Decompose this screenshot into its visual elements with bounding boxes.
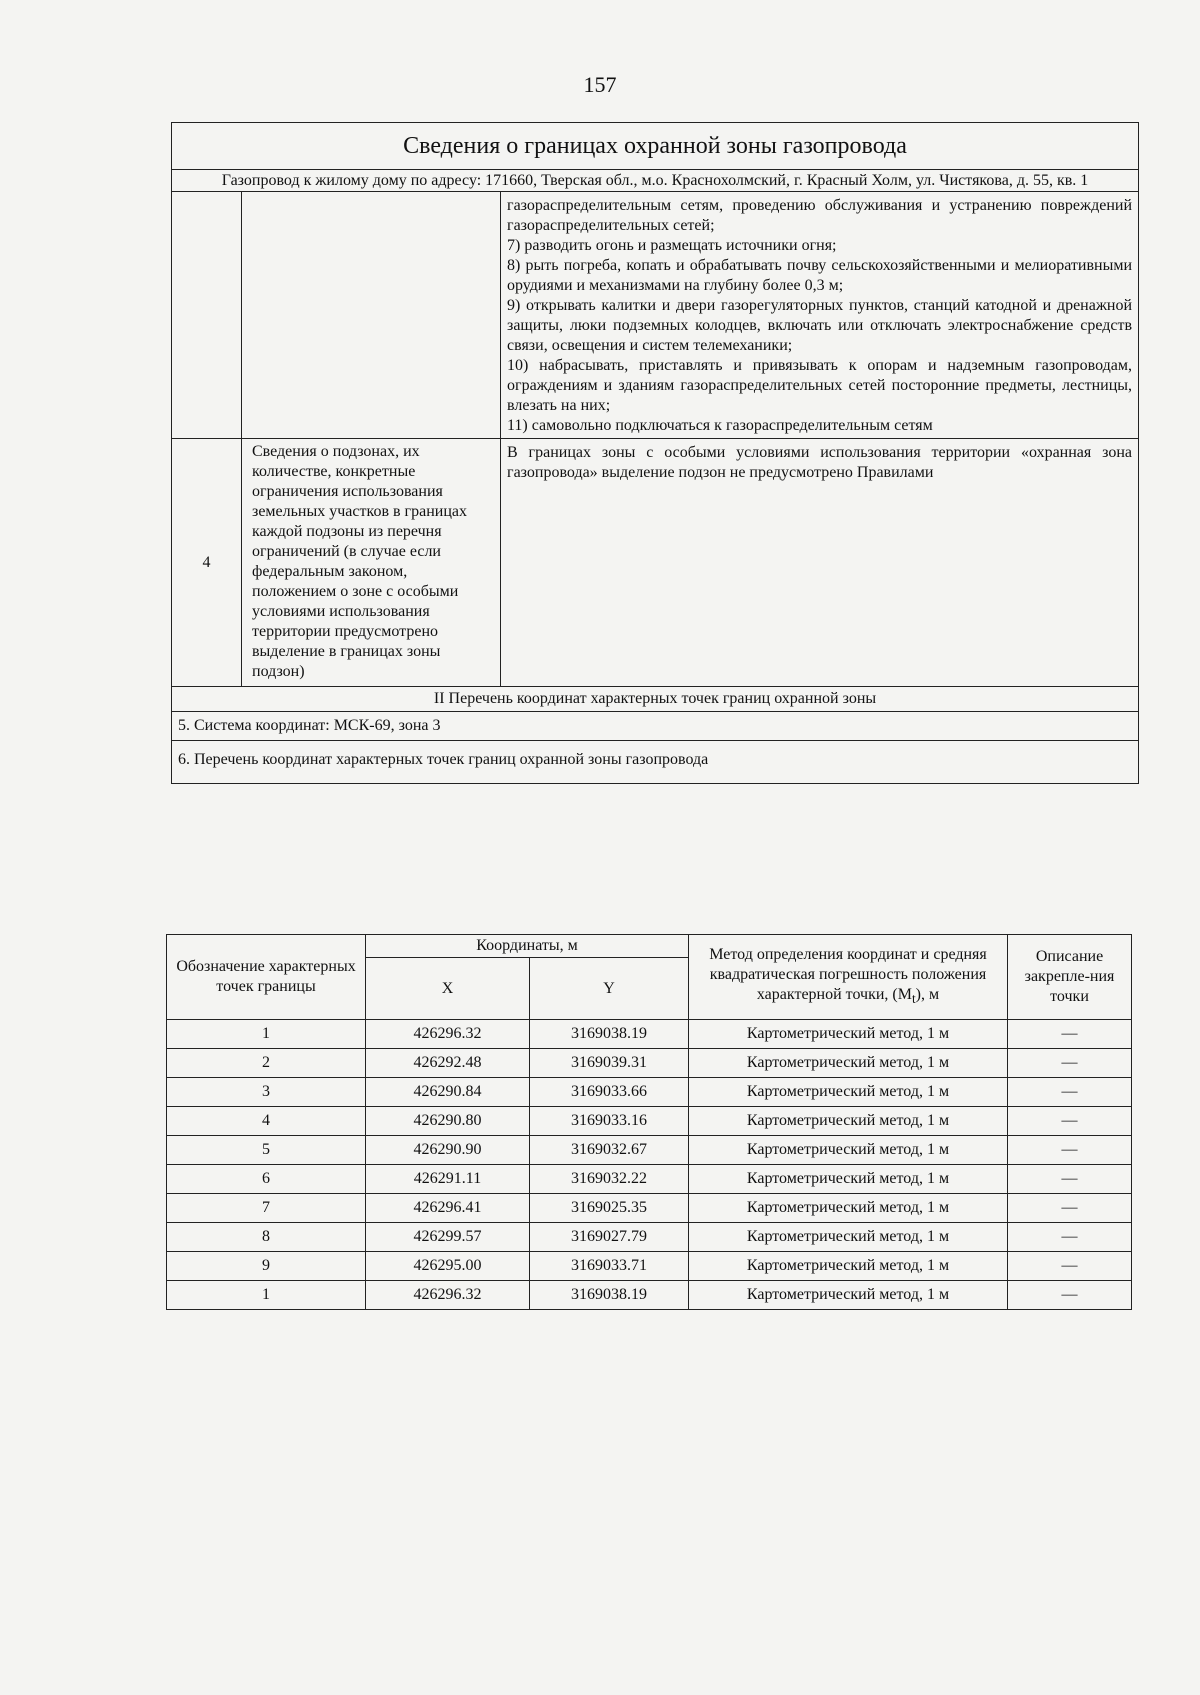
description-header: Описание закрепле-ния точки — [1008, 935, 1132, 1020]
point-x: 426299.57 — [366, 1223, 530, 1252]
point-x: 426296.41 — [366, 1194, 530, 1223]
point-y: 3169032.67 — [530, 1136, 689, 1165]
point-number: 1 — [167, 1020, 366, 1049]
point-x: 426292.48 — [366, 1049, 530, 1078]
table-row — [167, 1281, 1132, 1310]
point-x: 426296.32 — [366, 1020, 530, 1049]
restrictions-row — [172, 192, 1139, 439]
characteristic-points-table — [166, 934, 1132, 1310]
point-number: 7 — [167, 1194, 366, 1223]
point-y: 3169032.22 — [530, 1165, 689, 1194]
page-number: 157 — [583, 72, 617, 97]
point-method: Картометрический метод, 1 м — [689, 1223, 1008, 1252]
point-number: 5 — [167, 1136, 366, 1165]
point-x: 426290.90 — [366, 1136, 530, 1165]
restriction-item: 9) открывать калитки и двери газорегуляторных пунктов, станций катодной и дренажной защиты, люки подземных колодцев, включать или отключать электроснабжение средств связи, освещения и систем телемеханики; — [507, 297, 1133, 354]
point-number: 9 — [167, 1252, 366, 1281]
point-method: Картометрический метод, 1 м — [689, 1020, 1008, 1049]
point-method: Картометрический метод, 1 м — [689, 1078, 1008, 1107]
point-description: — — [1008, 1078, 1132, 1107]
point-description: — — [1008, 1194, 1132, 1223]
x-header: X — [366, 958, 530, 1020]
point-y: 3169033.16 — [530, 1107, 689, 1136]
table-row — [167, 1107, 1132, 1136]
point-method: Картометрический метод, 1 м — [689, 1107, 1008, 1136]
point-x: 426291.11 — [366, 1165, 530, 1194]
point-description: — — [1008, 1020, 1132, 1049]
point-description: — — [1008, 1281, 1132, 1310]
subzones-row — [172, 439, 1139, 687]
table-row — [167, 1165, 1132, 1194]
table-row — [167, 1194, 1132, 1223]
document-title: Сведения о границах охранной зоны газопровода — [172, 123, 1139, 170]
point-description: — — [1008, 1165, 1132, 1194]
point-method: Картометрический метод, 1 м — [689, 1136, 1008, 1165]
point-y: 3169038.19 — [530, 1020, 689, 1049]
points-list-title: 6. Перечень координат характерных точек границ охранной зоны газопровода — [172, 741, 1139, 784]
point-method: Картометрический метод, 1 м — [689, 1194, 1008, 1223]
point-method: Картометрический метод, 1 м — [689, 1252, 1008, 1281]
point-x: 426296.32 — [366, 1281, 530, 1310]
method-header: Метод определения координат и средняя квадратическая погрешность положения характерной точки, $(M_t)$, м — [689, 935, 1008, 1020]
point-description: — — [1008, 1107, 1132, 1136]
point-description: — — [1008, 1252, 1132, 1281]
point-description: — — [1008, 1223, 1132, 1252]
point-number: 1 — [167, 1281, 366, 1310]
point-x: 426290.84 — [366, 1078, 530, 1107]
gas-pipeline-address: Газопровод к жилому дому по адресу: 171660, Тверская обл., м.о. Краснохолмский, г. Красный Холм, ул. Чистякова, д. 55, кв. 1 — [172, 170, 1139, 192]
point-description: — — [1008, 1049, 1132, 1078]
restrictions-number-cell — [172, 192, 242, 439]
point-y: 3169027.79 — [530, 1223, 689, 1252]
coordinate-system: 5. Система координат: МСК-69, зона 3 — [172, 712, 1139, 741]
restriction-item: 8) рыть погреба, копать и обрабатывать почву сельскохозяйственными и мелиоративными орудиями и механизмами на глубину более 0,3 м; — [507, 257, 1133, 294]
y-header: Y — [530, 958, 689, 1020]
table-row — [167, 1020, 1132, 1049]
point-number: 2 — [167, 1049, 366, 1078]
point-number: 8 — [167, 1223, 366, 1252]
point-y: 3169025.35 — [530, 1194, 689, 1223]
table-row — [167, 1223, 1132, 1252]
point-number: 4 — [167, 1107, 366, 1136]
subzones-label: Сведения о подзонах, их количестве, конкретные ограничения использования земельных участков в границах каждой подзоны из перечня ограничений (в случае если федеральным законом, положением о зоне с особыми условиями использования территории предусмотрено выделение в границах зоны подзон) — [242, 439, 501, 687]
point-number: 6 — [167, 1165, 366, 1194]
row-number: 4 — [172, 439, 242, 687]
table-row — [167, 1049, 1132, 1078]
restrictions-list — [501, 192, 1139, 439]
subzones-value: В границах зоны с особыми условиями использования территории «охранная зона газопровода» выделение подзон не предусмотрено Правилами — [501, 439, 1139, 687]
restriction-item: 7) разводить огонь и размещать источники огня; — [507, 237, 837, 254]
designation-header: Обозначение характерных точек границы — [167, 935, 366, 1020]
point-method: Картометрический метод, 1 м — [689, 1281, 1008, 1310]
point-y: 3169039.31 — [530, 1049, 689, 1078]
zone-info-table — [171, 122, 1139, 784]
point-number: 3 — [167, 1078, 366, 1107]
table-row — [167, 1078, 1132, 1107]
section-heading: II Перечень координат характерных точек границ охранной зоны — [172, 687, 1139, 712]
restriction-item: 10) набрасывать, приставлять и привязывать к опорам и надземным газопроводам, ограждениям и зданиям газораспределительных сетей посторонние предметы, лестницы, влезать на них; — [507, 357, 1133, 414]
point-y: 3169033.66 — [530, 1078, 689, 1107]
coordinates-header: Координаты, м — [366, 935, 689, 958]
point-x: 426290.80 — [366, 1107, 530, 1136]
point-y: 3169038.19 — [530, 1281, 689, 1310]
point-description: — — [1008, 1136, 1132, 1165]
table-row — [167, 1252, 1132, 1281]
restriction-item: 11) самовольно подключаться к газораспределительным сетям — [507, 417, 933, 434]
restriction-item: газораспределительным сетям, проведению обслуживания и устранению повреждений газораспределительных сетей; — [507, 197, 1133, 234]
point-y: 3169033.71 — [530, 1252, 689, 1281]
point-x: 426295.00 — [366, 1252, 530, 1281]
point-method: Картометрический метод, 1 м — [689, 1165, 1008, 1194]
restrictions-label-cell — [242, 192, 501, 439]
table-row — [167, 1136, 1132, 1165]
point-method: Картометрический метод, 1 м — [689, 1049, 1008, 1078]
